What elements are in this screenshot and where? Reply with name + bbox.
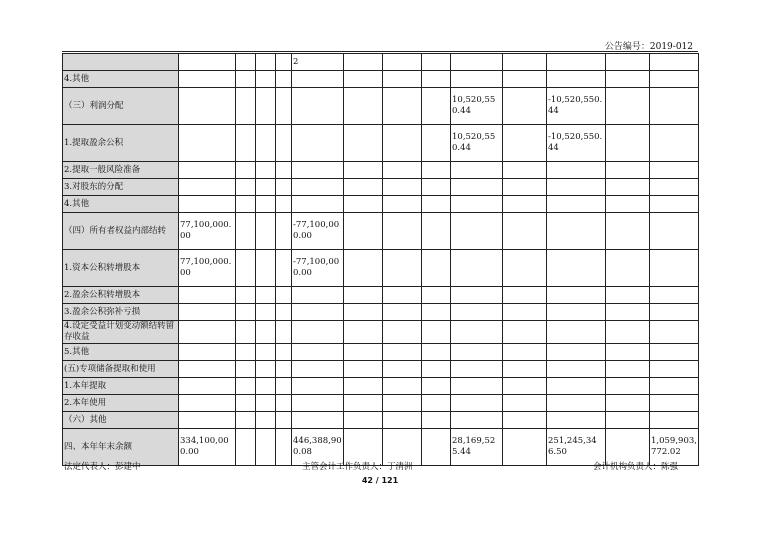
table-cell: [236, 196, 256, 213]
table-row: [63, 88, 699, 125]
table-cell: [503, 213, 547, 250]
table-cell: [344, 162, 383, 179]
table-cell: [383, 88, 422, 125]
table-cell: [451, 412, 503, 429]
table-cell: [292, 162, 344, 179]
table-cell: [256, 287, 276, 304]
table-cell: 446,388,900.08: [292, 429, 344, 466]
table-cell: [344, 54, 383, 71]
table-cell: [451, 196, 503, 213]
table-cell: [650, 71, 699, 88]
table-cell: [606, 125, 650, 162]
table-cell: [256, 361, 276, 378]
table-cell: [422, 196, 451, 213]
table-cell: [276, 54, 292, 71]
table-cell: [292, 344, 344, 361]
table-cell: [650, 361, 699, 378]
row-label: 3.对股东的分配: [63, 179, 179, 196]
table-cell: [606, 250, 650, 287]
table-cell: [547, 412, 606, 429]
table-row: [63, 395, 699, 412]
table-cell: [179, 162, 236, 179]
table-cell: [276, 125, 292, 162]
table-cell: [236, 304, 256, 321]
row-label: 4.其他: [63, 71, 179, 88]
table-row: [63, 344, 699, 361]
table-cell: [422, 378, 451, 395]
table-cell: [422, 250, 451, 287]
table-cell: [292, 71, 344, 88]
table-cell: [650, 250, 699, 287]
table-cell: [256, 125, 276, 162]
table-cell: [547, 250, 606, 287]
equity-change-table: [62, 53, 699, 466]
table-cell: [503, 361, 547, 378]
table-cell: [256, 378, 276, 395]
table-cell: [503, 250, 547, 287]
table-cell: [383, 250, 422, 287]
table-cell: [236, 125, 256, 162]
table-cell: [451, 250, 503, 287]
table-cell: [650, 125, 699, 162]
table-cell: [383, 344, 422, 361]
table-cell: [503, 287, 547, 304]
table-cell: [451, 321, 503, 344]
table-cell: [650, 304, 699, 321]
table-cell: [422, 395, 451, 412]
table-cell: [547, 378, 606, 395]
table-cell: [276, 321, 292, 344]
table-cell: [236, 71, 256, 88]
table-cell: [344, 344, 383, 361]
table-cell: [344, 71, 383, 88]
table-row: [63, 162, 699, 179]
table-cell: [344, 412, 383, 429]
table-cell: [503, 71, 547, 88]
table-cell: [344, 88, 383, 125]
table-cell: [547, 395, 606, 412]
table-cell: [606, 54, 650, 71]
table-cell: [292, 361, 344, 378]
table-cell: [276, 429, 292, 466]
table-cell: [422, 429, 451, 466]
table-cell: [606, 196, 650, 213]
table-cell: [276, 162, 292, 179]
table-cell: [606, 304, 650, 321]
table-cell: [503, 344, 547, 361]
table-cell: [292, 88, 344, 125]
table-cell: [276, 395, 292, 412]
table-cell: [383, 287, 422, 304]
table-cell: [422, 304, 451, 321]
table-cell: [276, 250, 292, 287]
table-cell: [422, 179, 451, 196]
table-cell: [606, 88, 650, 125]
table-cell: [276, 412, 292, 429]
table-cell: [179, 412, 236, 429]
table-cell: [422, 412, 451, 429]
table-cell: [344, 395, 383, 412]
table-cell: [256, 429, 276, 466]
accounting-org-head: 会计机构负责人：陈强: [593, 462, 679, 472]
table-cell: [606, 344, 650, 361]
table-cell: [256, 304, 276, 321]
table-cell: [179, 361, 236, 378]
table-cell: [451, 71, 503, 88]
table-cell: 10,520,550.44: [451, 88, 503, 125]
table-cell: [503, 88, 547, 125]
table-cell: [606, 412, 650, 429]
table-cell: [383, 125, 422, 162]
table-cell: 1,059,903,772.02: [650, 429, 699, 466]
row-label: 2.提取一般风险准备: [63, 162, 179, 179]
table-cell: [179, 395, 236, 412]
table-cell: -10,520,550.44: [547, 125, 606, 162]
table-cell: [344, 179, 383, 196]
table-row: [63, 361, 699, 378]
table-cell: [292, 179, 344, 196]
table-cell: [256, 321, 276, 344]
table-cell: [547, 162, 606, 179]
table-row: [63, 321, 699, 344]
table-cell: [451, 304, 503, 321]
table-cell: [422, 213, 451, 250]
row-label: 2.本年使用: [63, 395, 179, 412]
table-cell: [179, 125, 236, 162]
table-cell: [650, 378, 699, 395]
table-cell: [451, 287, 503, 304]
table-row: [63, 71, 699, 88]
table-cell: 251,245,346.50: [547, 429, 606, 466]
table-cell: [256, 395, 276, 412]
table-cell: [292, 321, 344, 344]
table-cell: [422, 54, 451, 71]
table-cell: [547, 304, 606, 321]
table-cell: [606, 213, 650, 250]
table-cell: [451, 344, 503, 361]
table-row: [63, 378, 699, 395]
table-cell: [422, 88, 451, 125]
table-cell: [650, 213, 699, 250]
table-cell: [383, 304, 422, 321]
table-cell: 10,520,550.44: [451, 125, 503, 162]
table-cell: [422, 125, 451, 162]
table-cell: [650, 321, 699, 344]
table-cell: [503, 321, 547, 344]
table-row: [63, 412, 699, 429]
table-cell: [256, 250, 276, 287]
table-cell: [606, 162, 650, 179]
table-cell: [236, 250, 256, 287]
table-row: [63, 125, 699, 162]
table-cell: [276, 304, 292, 321]
table-cell: [503, 54, 547, 71]
table-cell: [236, 378, 256, 395]
table-cell: [547, 54, 606, 71]
table-cell: [292, 412, 344, 429]
table-cell: [256, 179, 276, 196]
table-cell: [383, 213, 422, 250]
table-cell: [236, 213, 256, 250]
table-cell: [179, 71, 236, 88]
table-cell: [236, 429, 256, 466]
table-cell: [422, 162, 451, 179]
header-rule: [62, 51, 698, 52]
table-cell: [650, 196, 699, 213]
table-row: [63, 54, 699, 71]
table-cell: [344, 213, 383, 250]
table-cell: [650, 54, 699, 71]
table-row: [63, 196, 699, 213]
table-cell: [276, 213, 292, 250]
table-cell: [422, 287, 451, 304]
table-cell: [236, 412, 256, 429]
row-label: [63, 54, 179, 71]
row-label: 2.盈余公积转增股本: [63, 287, 179, 304]
table-cell: [503, 412, 547, 429]
table-cell: [383, 378, 422, 395]
table-row: [63, 304, 699, 321]
table-cell: [179, 88, 236, 125]
table-cell: [383, 412, 422, 429]
table-cell: [292, 287, 344, 304]
table-cell: [503, 196, 547, 213]
table-cell: [606, 378, 650, 395]
table-cell: [451, 378, 503, 395]
table-cell: [451, 395, 503, 412]
table-cell: [606, 287, 650, 304]
table-cell: [256, 71, 276, 88]
table-cell: [383, 395, 422, 412]
table-cell: [547, 71, 606, 88]
table-cell: [606, 321, 650, 344]
row-label: 1.资本公积转增股本: [63, 250, 179, 287]
table-cell: [451, 179, 503, 196]
table-cell: [650, 88, 699, 125]
table-cell: -77,100,000.00: [292, 213, 344, 250]
table-cell: [276, 179, 292, 196]
table-cell: [236, 287, 256, 304]
row-label: (五)专项储备提取和使用: [63, 361, 179, 378]
table-cell: [650, 395, 699, 412]
table-cell: [256, 344, 276, 361]
table-cell: [344, 250, 383, 287]
table-cell: [606, 71, 650, 88]
table-cell: [503, 378, 547, 395]
row-label: 5.其他: [63, 344, 179, 361]
table-cell: [256, 412, 276, 429]
table-cell: [179, 179, 236, 196]
row-label: 1.提取盈余公积: [63, 125, 179, 162]
page-number: 42 / 121: [361, 476, 399, 485]
table-cell: [547, 287, 606, 304]
table-cell: [503, 429, 547, 466]
row-label: 4.其他: [63, 196, 179, 213]
table-cell: [650, 179, 699, 196]
table-cell: [276, 287, 292, 304]
table-cell: [344, 378, 383, 395]
table-cell: [292, 304, 344, 321]
table-cell: [422, 361, 451, 378]
table-cell: [344, 321, 383, 344]
table-cell: [451, 54, 503, 71]
table-cell: [503, 162, 547, 179]
legal-representative: 法定代表人：彭建中: [64, 462, 141, 472]
table-cell: [256, 196, 276, 213]
row-label: 1.本年提取: [63, 378, 179, 395]
table-cell: [292, 125, 344, 162]
table-cell: [547, 196, 606, 213]
table-cell: [236, 344, 256, 361]
table-cell: [256, 213, 276, 250]
table-cell: [276, 378, 292, 395]
table-cell: [179, 321, 236, 344]
table-cell: [236, 395, 256, 412]
table-cell: [503, 304, 547, 321]
table-cell: [256, 88, 276, 125]
table-cell: [256, 54, 276, 71]
table-cell: [383, 321, 422, 344]
table-row: [63, 287, 699, 304]
table-cell: [451, 361, 503, 378]
announcement-number: 公告编号：2019-012: [604, 42, 693, 52]
table-cell: [179, 304, 236, 321]
table-cell: 77,100,000.00: [179, 213, 236, 250]
table-cell: [236, 88, 256, 125]
table-cell: [606, 361, 650, 378]
table-cell: [547, 179, 606, 196]
accounting-head: 主管会计工作负责人：丁清洲: [302, 462, 413, 472]
table-cell: [503, 179, 547, 196]
row-label: 4.设定受益计划变动额结转留存收益: [63, 321, 179, 344]
table-cell: [179, 378, 236, 395]
table-cell: [547, 321, 606, 344]
table-cell: [383, 71, 422, 88]
table-cell: [292, 378, 344, 395]
table-cell: [344, 304, 383, 321]
table-cell: [503, 395, 547, 412]
table-cell: [179, 54, 236, 71]
table-cell: [383, 54, 422, 71]
table-cell: [650, 344, 699, 361]
table-cell: [547, 344, 606, 361]
table-cell: [383, 361, 422, 378]
table-cell: [606, 395, 650, 412]
table-cell: 2: [292, 54, 344, 71]
table-cell: [344, 287, 383, 304]
table-cell: [276, 71, 292, 88]
table-cell: [344, 196, 383, 213]
table-cell: [179, 196, 236, 213]
table-cell: [236, 179, 256, 196]
table-cell: [276, 196, 292, 213]
row-label: （四）所有者权益内部结转: [63, 213, 179, 250]
row-label: （六）其他: [63, 412, 179, 429]
table-cell: [344, 361, 383, 378]
table-row: [63, 250, 699, 287]
table-row: [63, 179, 699, 196]
table-cell: [236, 361, 256, 378]
row-label: 3.盈余公积弥补亏损: [63, 304, 179, 321]
table-cell: [276, 361, 292, 378]
table-cell: -77,100,000.00: [292, 250, 344, 287]
row-label: （三）利润分配: [63, 88, 179, 125]
table-cell: [383, 179, 422, 196]
table-cell: [422, 71, 451, 88]
table-cell: [383, 162, 422, 179]
table-cell: [650, 162, 699, 179]
table-cell: [179, 344, 236, 361]
table-cell: [650, 287, 699, 304]
table-cell: [292, 196, 344, 213]
table-cell: [276, 344, 292, 361]
table-cell: [276, 88, 292, 125]
table-cell: 77,100,000.00: [179, 250, 236, 287]
table-cell: 28,169,525.44: [451, 429, 503, 466]
table-cell: [451, 162, 503, 179]
table-cell: [547, 361, 606, 378]
table-cell: [606, 179, 650, 196]
table-cell: [344, 125, 383, 162]
table-cell: [422, 321, 451, 344]
table-row: [63, 213, 699, 250]
table-cell: [256, 162, 276, 179]
row-label: 四、本年年末余额: [63, 429, 179, 466]
table-cell: [547, 213, 606, 250]
table-cell: [503, 125, 547, 162]
table-cell: [383, 196, 422, 213]
table-cell: [236, 54, 256, 71]
table-cell: [236, 162, 256, 179]
table-cell: [236, 321, 256, 344]
table-cell: [650, 412, 699, 429]
table-cell: [179, 287, 236, 304]
table-cell: [422, 344, 451, 361]
table-cell: [451, 213, 503, 250]
table-cell: -10,520,550.44: [547, 88, 606, 125]
table-cell: [292, 395, 344, 412]
table-cell: 334,100,000.00: [179, 429, 236, 466]
